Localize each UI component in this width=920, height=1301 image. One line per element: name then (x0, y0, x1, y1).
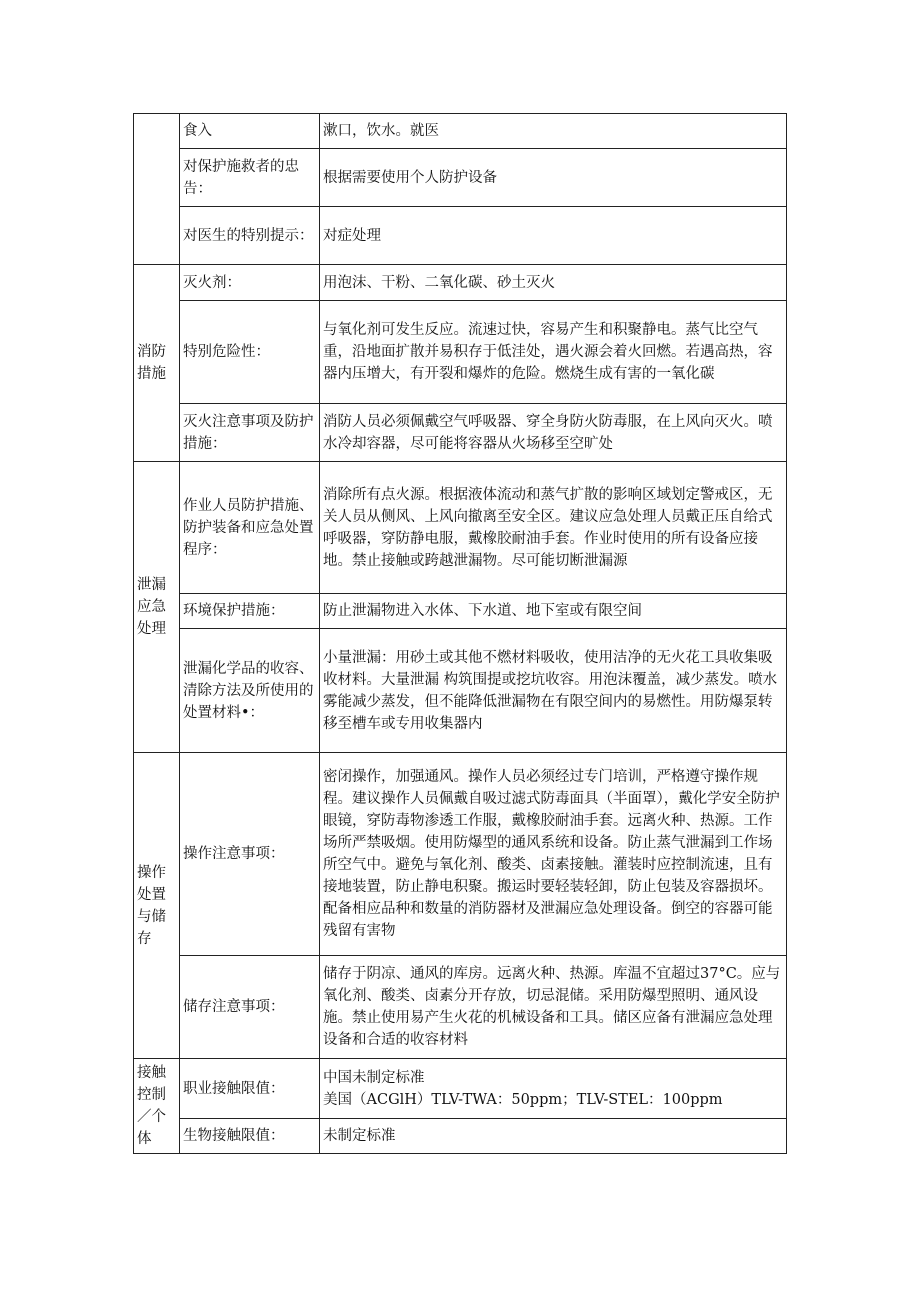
row-value: 密闭操作，加强通风。操作人员必须经过专门培训，严格遵守操作规程。建议操作人员佩戴自吸过滤式防毒面具（半面罩），戴化学安全防护眼镜，穿防毒物渗透工作服，戴橡胶耐油手套。远离火种、热源。工作场所严禁吸烟。使用防爆型的通风系统和设备。防止蒸气泄漏到工作场所空气中。避免与氧化剂、酸类、卤素接触。灌装时应控制流速，且有接地装置，防止静电积聚。搬运时要轻装轻卸，防止包装及容器损坏。配备相应品种和数量的消防器材及泄漏应急处理设备。倒空的容器可能残留有害物 (320, 753, 787, 956)
row-label: 储存注意事项： (180, 956, 320, 1059)
row-label: 灭火剂： (180, 265, 320, 301)
row-value: 防止泄漏物进入水体、下水道、地下室或有限空间 (320, 594, 787, 629)
table-row (134, 1059, 787, 1119)
table-row (134, 149, 787, 207)
table-row (134, 462, 787, 594)
row-label: 特别危险性： (180, 301, 320, 404)
limit-usa: 美国（ACGlH）TLV-TWA：50ppm；TLV-STEL：100ppm (323, 1091, 723, 1108)
msds-table (133, 113, 787, 1154)
row-label: 作业人员防护措施、防护装备和应急处置程序： (180, 462, 320, 594)
section-handling-storage: 操作处置与储存 (134, 753, 180, 1059)
table-row (134, 629, 787, 753)
row-label: 灭火注意事项及防护措施： (180, 404, 320, 462)
section-exposure-control: 接触控制／个体 (134, 1059, 180, 1154)
row-label: 操作注意事项： (180, 753, 320, 956)
section-first-aid (134, 114, 180, 265)
table-row (134, 594, 787, 629)
table-row (134, 404, 787, 462)
section-leak-response: 泄漏应急处理 (134, 462, 180, 753)
row-label: 职业接触限值： (180, 1059, 320, 1119)
row-value: 漱口，饮水。就医 (320, 114, 787, 149)
row-label: 对保护施救者的忠告： (180, 149, 320, 207)
row-label: 泄漏化学品的收容、清除方法及所使用的处置材料•： (180, 629, 320, 753)
row-value: 小量泄漏：用砂土或其他不燃材料吸收，使用洁净的无火花工具收集吸收材料。大量泄漏 构筑围提或挖坑收容。用泡沫覆盖，减少蒸发。喷水雾能减少蒸发，但不能降低泄漏物在有限空间内的易燃性。用防爆泵转移至槽车或专用收集器内 (320, 629, 787, 753)
table-row (134, 956, 787, 1059)
row-label: 环境保护措施： (180, 594, 320, 629)
row-label: 对医生的特别提示： (180, 207, 320, 265)
limit-china: 中国未制定标准 (323, 1069, 425, 1086)
table-row (134, 114, 787, 149)
row-label: 食入 (180, 114, 320, 149)
row-value: 根据需要使用个人防护设备 (320, 149, 787, 207)
row-value: 与氧化剂可发生反应。流速过快，容易产生和积聚静电。蒸气比空气重，沿地面扩散并易积存于低洼处，遇火源会着火回燃。若遇高热，容器内压增大，有开裂和爆炸的危险。燃烧生成有害的一氧化碳 (320, 301, 787, 404)
table-row (134, 1119, 787, 1154)
table-row (134, 265, 787, 301)
row-value: 对症处理 (320, 207, 787, 265)
row-value: 用泡沫、干粉、二氧化碳、砂土灭火 (320, 265, 787, 301)
section-fire-fighting: 消防措施 (134, 265, 180, 462)
table-row (134, 753, 787, 956)
row-value: 消除所有点火源。根据液体流动和蒸气扩散的影响区域划定警戒区，无关人员从侧风、上风向撤离至安全区。建议应急处理人员戴正压自给式呼吸器，穿防静电服，戴橡胶耐油手套。作业时使用的所有设备应接地。禁止接触或跨越泄漏物。尽可能切断泄漏源 (320, 462, 787, 594)
table-row (134, 301, 787, 404)
row-value (320, 1059, 787, 1119)
row-value: 未制定标准 (320, 1119, 787, 1154)
row-value: 储存于阴凉、通风的库房。远离火种、热源。库温不宜超过37°C。应与氧化剂、酸类、卤素分开存放，切忌混储。采用防爆型照明、通风设施。禁止使用易产生火花的机械设备和工具。储区应备有泄漏应急处理设备和合适的收容材料 (320, 956, 787, 1059)
row-value: 消防人员必须佩戴空气呼吸器、穿全身防火防毒服，在上风向灭火。喷水冷却容器，尽可能将容器从火场移至空旷处 (320, 404, 787, 462)
row-label: 生物接触限值： (180, 1119, 320, 1154)
table-row (134, 207, 787, 265)
